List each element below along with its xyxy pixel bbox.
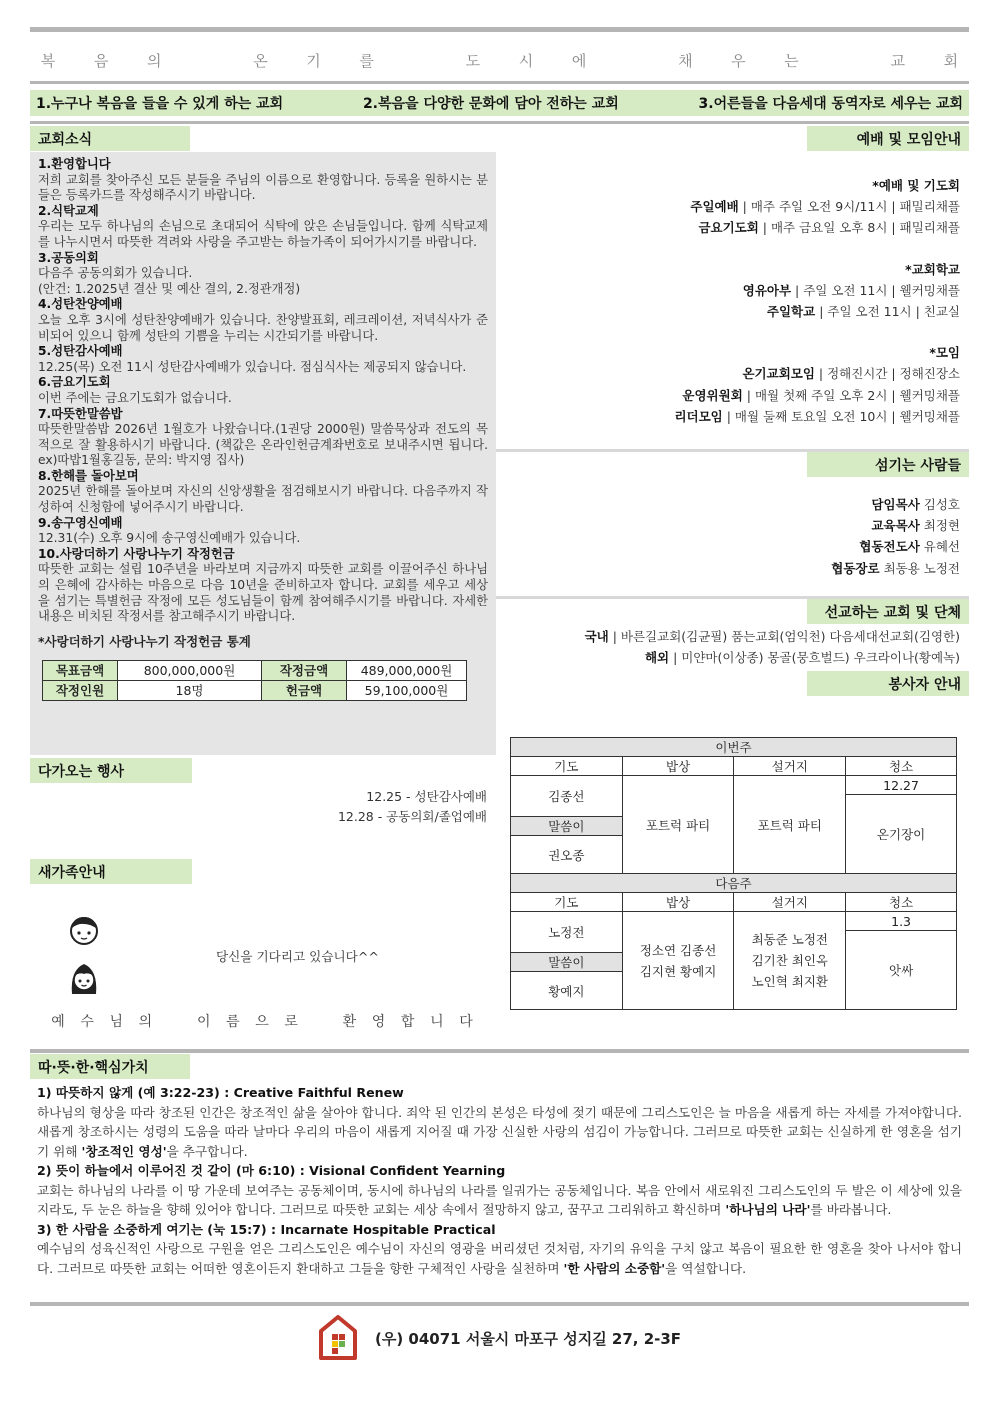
welcome-char: 합	[400, 1014, 415, 1030]
events-title: 다가오는 행사	[30, 758, 192, 783]
values-title: 따·뜻·한·핵심가치	[30, 1054, 190, 1079]
news-item-title: 7.따뜻한말씀밥	[38, 406, 123, 421]
top-rule	[30, 27, 969, 32]
worship-category: *교회학교	[905, 261, 960, 277]
value-text: 하나님의 형상을 따라 창조된 인간은 창조적인 삶을 살아야 합니다. 죄악 된 인간의 본성은 타성에 젖기 때문에 그리스도인은 늘 마음을 새롭게 하는 자세를 가져야합니다. 새롭게 창조하시는 성령의 도움을 따라 날마다 우리의 마음이 새롭게 지어질 때 가장 신실한 사랑의 섬김이 가능합니다. 그러므로 따뜻한 교회는 신실하게 한 영혼을 섬기기 위해	[37, 1104, 962, 1159]
next-meal-1: 정소연 김종선	[639, 942, 717, 958]
news-item-body: 2025년 한해를 돌아보며 자신의 신앙생활을 점검해보시기 바랍니다. 다음주까지 작성하여 신청함에 넣어주시기 바랍니다.	[38, 484, 488, 515]
motto-char: 는	[784, 51, 799, 70]
welcome-char: 으	[255, 1014, 269, 1030]
motto-char: 온	[253, 51, 268, 70]
value-text: 를 바라봅니다.	[810, 1202, 892, 1217]
welcome-char: 환	[342, 1014, 357, 1030]
core-values	[37, 1083, 962, 1278]
mission-names: | 미얀마(이상종) 몽골(뭉흐벌드) 우크라이나(황예녹)	[669, 650, 960, 666]
motto-char: 교	[890, 51, 905, 70]
next-prayer-2: 황예지	[511, 972, 623, 1010]
next-dish-2: 김기찬 최인옥	[751, 953, 829, 968]
goal-2: 2.복음을 다양한 문화에 담아 전하는 교회	[362, 96, 619, 112]
pledge-value: 489,000,000원	[347, 661, 467, 681]
worship-name: 주일학교	[766, 304, 816, 320]
servers-names: 김성호	[919, 497, 960, 512]
pledge-stat-table	[42, 660, 467, 701]
value-body	[37, 1103, 962, 1162]
news-item-body: 12.31(수) 오후 9시에 송구영신예배가 있습니다.	[38, 531, 301, 546]
worship-detail: | 매주 금요일 오후 8시 | 패밀리채플	[758, 220, 960, 236]
motto-char: 복	[40, 51, 56, 70]
servers-names: 최동용 노정전	[879, 560, 960, 576]
worship-row	[674, 217, 960, 238]
col-clean: 청소	[846, 757, 957, 776]
news-item-title: 6.금요기도회	[38, 375, 111, 390]
news-item-title: 10.사랑더하기 사랑나누기 작정헌금	[38, 546, 235, 561]
col-clean: 청소	[846, 893, 957, 912]
welcome-char: 로	[284, 1014, 298, 1030]
servers-names: 최정현	[919, 518, 960, 534]
welcome-char: 예	[51, 1014, 65, 1030]
news-item-title: 9.송구영신예배	[38, 515, 123, 530]
news-item-title: 8.한해를 돌아보며	[38, 468, 139, 483]
mission-names: | 바른길교회(김균필) 품는교회(엄익천) 다음세대선교회(김영한)	[608, 629, 960, 644]
news-item-body: 따뜻한 교회는 설립 10주년을 바라보며 지금까지 따뜻한 교회를 이끌어주신 하나님의 은혜에 감사하는 마음으로 다음 10년을 준비하고자 합니다. 교회를 세우고 세상을 섬기는 특별헌금 작정에 모든 성도님들이 함께 참여해주시기를 바랍니다. 자세한 내용은 비치된 작정서를 참고해주시기 바랍니다.	[38, 562, 488, 624]
event-item: 12.25 - 성탄감사예배	[366, 789, 487, 804]
worship-row	[674, 301, 960, 322]
next-word-label: 말씀이	[511, 953, 623, 972]
value-heading: 1) 따뜻하지 않게 (예 3:22-23) : Creative Faithful Renew	[37, 1085, 404, 1100]
next-dish	[734, 912, 846, 1010]
welcome-char: 이	[196, 1014, 211, 1030]
value-text: 예수님의 성육신적인 사랑으로 구원을 얻은 그리스도인은 예수님이 자신의 영광을 버리셨던 것처럼, 자기의 유익을 구치 않고 복음이 필요한 한 영혼을 찾아 나서야 합니다. 그러므로 따뜻한 교회는 어떠한 영혼이든지 환대하고 그들을 향한 구체적인 사랑을 실천하며	[37, 1241, 962, 1276]
worship-name: 금요기도회	[698, 220, 759, 236]
news-item-body: 오늘 오후 3시에 성탄찬양예배가 있습니다. 찬양발표회, 레크레이션, 저녁식사가 준비되어 있으니 함께 성탄의 기쁨을 누리는 시간되기를 바랍니다.	[38, 312, 488, 343]
worship-list	[674, 175, 960, 427]
servers-names: 유혜선	[919, 539, 960, 555]
worship-row	[674, 363, 960, 384]
servers-title: 섬기는 사람들	[807, 452, 969, 477]
address: (우) 04071 서울시 마포구 성지길 27, 2-3F	[375, 1330, 682, 1348]
news-item-title: 1.환영합니다	[38, 157, 111, 171]
this-prayer-2: 권오종	[511, 836, 623, 874]
value-text: 교회는 하나님의 나라를 이 땅 가운데 보여주는 공동체이며, 동시에 하나님의 나라를 일궈가는 공동체입니다. 복음 안에서 새로워진 그리스도인의 두 발은 이 세상에 있을 지라도, 두 눈은 하늘을 향해 있어야 합니다. 그러므로 따뜻한 교회는 세상 속에서 절망하지 않고, 꿈꾸고 그리워하고 확신하며	[37, 1182, 962, 1217]
worship-row	[674, 385, 960, 406]
welcome-char: 름	[226, 1014, 240, 1030]
church-news	[30, 152, 496, 755]
news-item-title: 4.성탄찬양예배	[38, 297, 123, 312]
motto-char: 도	[465, 51, 481, 70]
welcome-char: 수	[80, 1014, 94, 1030]
this-week-header: 이번주	[511, 738, 957, 757]
motto-char: 우	[731, 51, 746, 70]
people-value: 18명	[118, 681, 262, 701]
motto-char: 를	[359, 51, 374, 70]
worship-row	[674, 280, 960, 301]
servers-row	[831, 515, 960, 536]
motto-char: 시	[518, 51, 534, 70]
news-title: 교회소식	[30, 126, 190, 151]
servers-role: 협동장로	[831, 560, 880, 576]
welcome-char	[167, 1011, 183, 1031]
this-prayer-1: 김종선	[511, 776, 623, 817]
worship-name: 리더모임	[674, 408, 723, 424]
value-emphasis: '하나님의 나라'	[725, 1202, 811, 1217]
newfamily-text: 당신을 기다리고 있습니다^^	[216, 949, 379, 964]
welcome-line	[50, 1011, 474, 1031]
value-heading: 3) 한 사람을 소중하게 여기는 (눅 15:7) : Incarnate Hospitable Practical	[37, 1221, 496, 1237]
value-emphasis: '한 사람의 소중함'	[563, 1260, 666, 1276]
event-item: 12.28 - 공동의회/졸업예배	[337, 809, 487, 824]
mission-role: 국내	[584, 629, 609, 644]
worship-title: 예배 및 모임안내	[807, 126, 969, 151]
goal-1: 1.누구나 복음을 들을 수 있게 하는 교회	[36, 96, 284, 112]
rule	[30, 121, 969, 124]
worship-detail: | 매월 첫째 주일 오후 2시 | 웰커밍채플	[742, 387, 960, 403]
goal-label: 목표금액	[43, 661, 118, 681]
rule	[30, 1049, 969, 1053]
mission-role: 해외	[644, 650, 670, 666]
welcome-char: 영	[371, 1014, 386, 1030]
servers-role: 담임목사	[871, 497, 920, 512]
mission-title: 선교하는 교회 및 단체	[807, 599, 969, 624]
worship-detail: | 주일 오전 11시 | 웰커밍채플	[791, 282, 960, 298]
motto-char: 에	[571, 51, 587, 70]
motto-char: 채	[678, 51, 693, 70]
volunteer-table	[510, 737, 957, 1010]
news-item-title: 3.공동의회	[38, 250, 99, 265]
worship-detail: | 매월 둘째 토요일 오전 10시 | 웰커밍채플	[722, 408, 960, 424]
volunteer-title: 봉사자 안내	[807, 671, 969, 696]
mission-row	[585, 626, 960, 647]
worship-category: *모임	[929, 345, 960, 361]
cash-label: 헌금액	[262, 681, 347, 701]
next-meal	[622, 912, 734, 1010]
rule	[30, 1302, 969, 1306]
motto-char: 기	[306, 51, 321, 70]
value-body	[37, 1181, 962, 1220]
church-goals	[30, 90, 969, 116]
worship-detail: | 매주 주일 오전 9시/11시 | 패밀리채플	[738, 199, 960, 215]
news-list	[38, 157, 488, 625]
mission-row	[585, 647, 960, 668]
news-item-body: 저희 교회를 찾아주신 모든 분들을 주님의 이름으로 환영합니다. 등록을 원하시는 분들은 등록카드를 작성해주시기 바랍니다.	[38, 172, 488, 203]
next-dish-3: 노인혁 최지환	[751, 974, 829, 989]
motto-char: 의	[146, 51, 162, 70]
people-label: 작정인원	[43, 681, 118, 701]
col-prayer: 기도	[511, 757, 623, 776]
servers-row	[831, 536, 960, 557]
next-week-header: 다음주	[511, 874, 957, 893]
worship-detail: | 주일 오전 11시 | 친교실	[815, 304, 960, 320]
col-meal: 밥상	[622, 893, 734, 912]
next-clean: 앗싸	[846, 931, 957, 1010]
motto-char: 음	[93, 51, 109, 70]
next-prayer-1: 노정전	[511, 912, 623, 953]
welcome-char: 의	[138, 1014, 153, 1030]
value-text: 을 추구합니다.	[166, 1143, 248, 1159]
this-meal: 포트럭 파티	[622, 776, 734, 874]
boy-icon	[68, 913, 100, 953]
welcome-char	[312, 1011, 328, 1031]
col-dish: 설거지	[734, 893, 846, 912]
worship-name: 주일예배	[690, 199, 739, 215]
value-body	[37, 1239, 962, 1278]
servers-row	[831, 558, 960, 579]
value-heading: 2) 뜻이 하늘에서 이루어진 것 같이 (마 6:10) : Visional Confident Yearning	[37, 1163, 506, 1178]
news-item-body: 이번 주에는 금요기도회가 없습니다.	[38, 390, 232, 405]
next-dish-1: 최동준 노정전	[751, 932, 829, 947]
newfamily-title: 새가족안내	[30, 859, 192, 884]
worship-row	[674, 406, 960, 427]
servers-role: 교육목사	[871, 518, 920, 534]
goal-value: 800,000,000원	[118, 661, 262, 681]
news-item-body: 12.25(목) 오전 11시 성탄감사예배가 있습니다. 점심식사는 제공되지 않습니다.	[38, 359, 467, 374]
col-prayer: 기도	[511, 893, 623, 912]
this-word-label: 말씀이	[511, 817, 623, 836]
mission-list	[585, 626, 960, 668]
goal-3: 3.어른들을 다음세대 동역자로 세우는 교회	[698, 96, 963, 112]
news-item-body: 따뜻한말씀밥 2026년 1월호가 나왔습니다.(1권당 2000원) 말씀묵상과 전도의 목적으로 잘 활용하시기 바랍니다. (책값은 온라인헌금계좌번호로 보내주시면 됩니다. ex)따밥1월홍길동, 문의: 박지영 집사)	[38, 422, 488, 468]
this-clean-date: 12.27	[846, 776, 957, 795]
girl-icon	[68, 960, 100, 1002]
welcome-char: 니	[430, 1014, 444, 1030]
servers-role: 협동전도사	[859, 539, 920, 555]
news-item-title: 5.성탄감사예배	[38, 344, 123, 359]
welcome-char: 다	[459, 1014, 473, 1030]
this-clean: 온기장이	[846, 795, 957, 874]
worship-row	[674, 196, 960, 217]
events-list	[338, 787, 487, 827]
news-item-body: 다음주 공동의회가 있습니다. (안건: 1.2025년 결산 및 예산 결의, 2.정관개정)	[38, 266, 301, 296]
col-meal: 밥상	[622, 757, 734, 776]
news-item-title: 2.식탁교제	[38, 203, 99, 218]
value-emphasis: '창조적인 영성'	[81, 1143, 167, 1159]
this-dish: 포트럭 파티	[734, 776, 846, 874]
worship-detail: | 정해진시간 | 정해진장소	[814, 366, 960, 382]
servers-list	[831, 494, 960, 579]
church-logo-icon	[318, 1314, 358, 1364]
value-text: 을 역설합니다.	[665, 1260, 747, 1276]
worship-name: 운영위원회	[682, 387, 743, 403]
rule	[30, 81, 969, 84]
cash-value: 59,100,000원	[347, 681, 467, 701]
col-dish: 설거지	[734, 757, 846, 776]
next-clean-date: 1.3	[846, 912, 957, 931]
worship-name: 영유아부	[742, 282, 792, 298]
pledge-stat-title: *사랑더하기 사랑나누기 작정헌금 통계	[38, 633, 251, 649]
next-meal-2: 김지현 황예지	[639, 963, 717, 979]
pledge-label: 작정금액	[262, 661, 347, 681]
servers-row	[831, 494, 960, 515]
motto-char: 회	[943, 51, 959, 70]
motto	[30, 42, 969, 78]
news-item-body: 우리는 모두 하나님의 손님으로 초대되어 식탁에 앉은 손님들입니다. 함께 식탁교제를 나누시면서 따뜻한 격려와 사랑을 주고받는 하늘가족이 되어가시기를 바랍니다.	[38, 219, 488, 249]
welcome-char: 님	[109, 1014, 124, 1030]
worship-name: 온기교회모임	[742, 366, 815, 382]
worship-category: *예배 및 기도회	[872, 178, 960, 193]
